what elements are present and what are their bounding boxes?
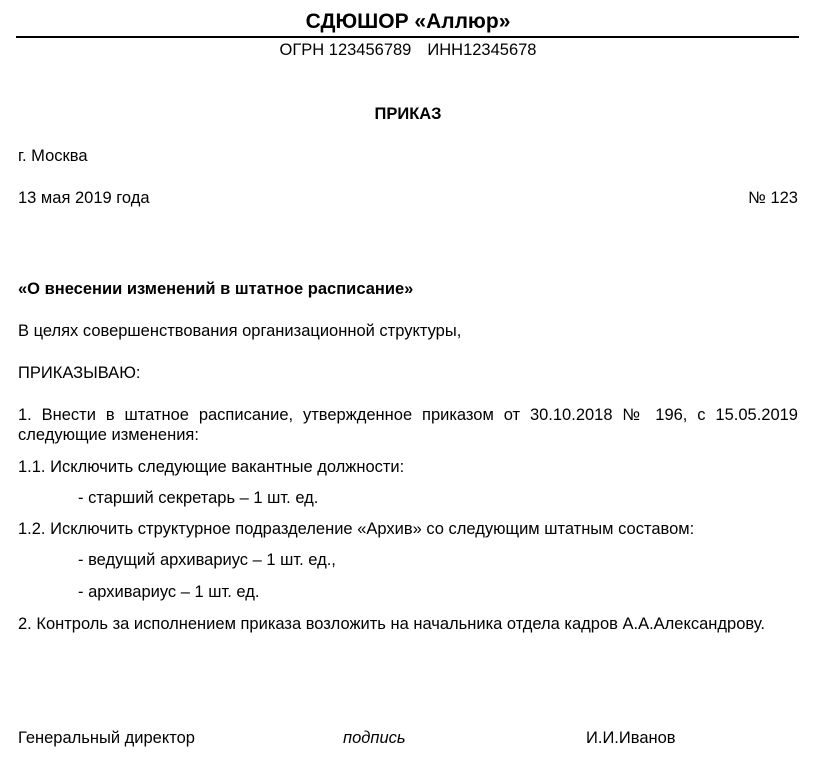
header-divider [16, 36, 799, 38]
order-item-1-2-entry: - архивариус – 1 шт. ед. [78, 583, 260, 601]
order-item-1-2-entry: - ведущий архивариус – 1 шт. ед., [78, 551, 336, 569]
order-item-1-2: 1.2. Исключить структурное подразделение «Архив» со следующим штатным составом: [18, 520, 695, 538]
signature-placeholder: подпись [343, 729, 406, 747]
order-item-1: 1. Внести в штатное расписание, утвержденное приказом от 30.10.2018 № 196, с 15.05.2019 следующие изменения: [18, 406, 798, 444]
ogrn-text: ОГРН 123456789 [279, 41, 412, 59]
organization-name: СДЮШОР «Аллюр» [305, 10, 511, 33]
order-declaration: ПРИКАЗЫВАЮ: [18, 364, 141, 382]
signatory-position: Генеральный директор [18, 729, 195, 747]
document-title: ПРИКАЗ [374, 105, 442, 123]
document-city: г. Москва [18, 147, 88, 165]
organization-registration-ids [0, 40, 816, 60]
document-subject: «О внесении изменений в штатное расписание» [18, 280, 414, 298]
purpose-statement: В целях совершенствования организационной структуры, [18, 322, 462, 340]
order-item-1-1-entry: - старший секретарь – 1 шт. ед. [78, 489, 319, 507]
inn-text: ИНН12345678 [427, 41, 537, 59]
document-date: 13 мая 2019 года [18, 189, 150, 207]
signatory-name: И.И.Иванов [586, 729, 676, 747]
document-number: № 123 [748, 189, 798, 207]
order-item-2: 2. Контроль за исполнением приказа возложить на начальника отдела кадров А.А.Александрову. [18, 615, 765, 633]
order-item-1-1: 1.1. Исключить следующие вакантные должности: [18, 458, 405, 476]
